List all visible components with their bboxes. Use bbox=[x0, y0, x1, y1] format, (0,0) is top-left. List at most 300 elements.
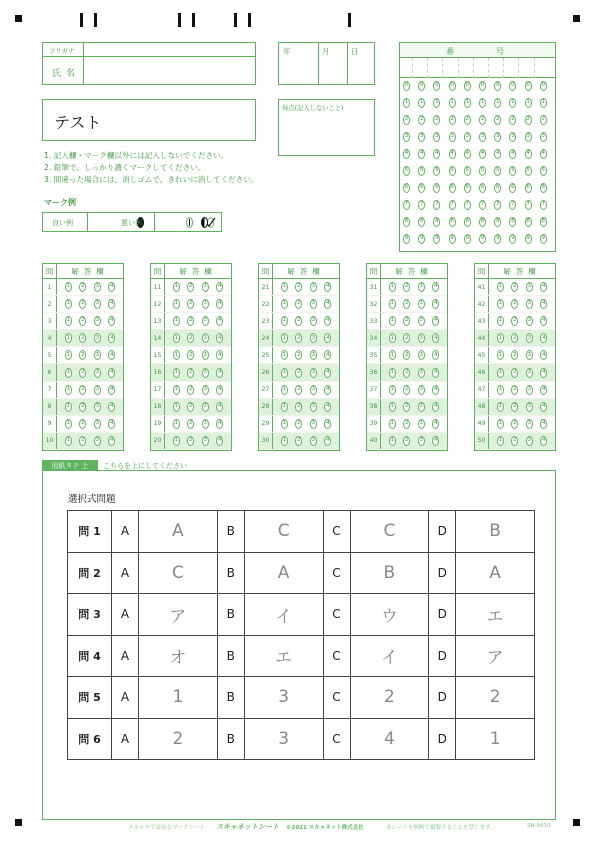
answer-bubble[interactable]: 3 bbox=[526, 333, 533, 343]
id-digit-bubble[interactable]: 0 bbox=[403, 81, 410, 91]
id-digit-bubble[interactable]: 2 bbox=[464, 115, 471, 125]
answer-bubble[interactable]: 4 bbox=[216, 368, 223, 378]
answer-bubble[interactable]: 1 bbox=[173, 282, 180, 292]
answer-bubble[interactable]: 4 bbox=[108, 385, 115, 395]
answer-bubble[interactable]: 2 bbox=[295, 299, 302, 309]
answer-bubble[interactable]: 2 bbox=[295, 419, 302, 429]
answer-bubble[interactable]: 4 bbox=[216, 419, 223, 429]
id-digit-bubble[interactable]: 7 bbox=[433, 200, 440, 210]
handwritten-answer[interactable]: C bbox=[139, 552, 218, 594]
answer-bubble[interactable]: 2 bbox=[403, 368, 410, 378]
answer-bubble[interactable]: 1 bbox=[281, 402, 288, 412]
answer-bubble[interactable]: 3 bbox=[418, 436, 425, 446]
answer-bubble[interactable]: 1 bbox=[173, 436, 180, 446]
answer-bubble[interactable]: 4 bbox=[540, 368, 547, 378]
id-digit-bubble[interactable]: 3 bbox=[479, 132, 486, 142]
answer-bubble[interactable]: 1 bbox=[497, 402, 504, 412]
handwritten-answer[interactable]: ア bbox=[456, 635, 535, 677]
id-digit-bubble[interactable]: 9 bbox=[464, 234, 471, 244]
id-digit-bubble[interactable]: 9 bbox=[449, 234, 456, 244]
id-digit-bubble[interactable]: 4 bbox=[494, 149, 501, 159]
furigana-field[interactable] bbox=[84, 43, 255, 57]
answer-bubble[interactable]: 2 bbox=[511, 402, 518, 412]
id-digit-bubble[interactable]: 9 bbox=[525, 234, 532, 244]
answer-bubble[interactable]: 4 bbox=[108, 402, 115, 412]
answer-bubble[interactable]: 4 bbox=[432, 419, 439, 429]
answer-bubble[interactable]: 4 bbox=[216, 385, 223, 395]
answer-bubble[interactable]: 3 bbox=[202, 385, 209, 395]
answer-bubble[interactable]: 1 bbox=[173, 402, 180, 412]
id-digit-bubble[interactable]: 2 bbox=[433, 115, 440, 125]
answer-bubble[interactable]: 2 bbox=[403, 402, 410, 412]
answer-bubble[interactable]: 1 bbox=[389, 368, 396, 378]
id-digit-bubble[interactable]: 0 bbox=[525, 81, 532, 91]
answer-bubble[interactable]: 4 bbox=[432, 299, 439, 309]
answer-bubble[interactable]: 4 bbox=[432, 385, 439, 395]
id-digit-bubble[interactable]: 6 bbox=[525, 183, 532, 193]
id-digit-bubble[interactable]: 6 bbox=[509, 183, 516, 193]
answer-bubble[interactable]: 3 bbox=[94, 316, 101, 326]
id-digit-bubble[interactable]: 4 bbox=[433, 149, 440, 159]
handwritten-answer[interactable]: A bbox=[456, 552, 535, 594]
answer-bubble[interactable]: 3 bbox=[310, 419, 317, 429]
answer-bubble[interactable]: 2 bbox=[79, 402, 86, 412]
id-digit-bubble[interactable]: 4 bbox=[509, 149, 516, 159]
id-digit-bubble[interactable]: 3 bbox=[449, 132, 456, 142]
id-digit-bubble[interactable]: 9 bbox=[494, 234, 501, 244]
answer-bubble[interactable]: 4 bbox=[324, 436, 331, 446]
answer-bubble[interactable]: 4 bbox=[216, 282, 223, 292]
answer-bubble[interactable]: 1 bbox=[281, 316, 288, 326]
answer-bubble[interactable]: 4 bbox=[324, 368, 331, 378]
handwritten-answer[interactable]: 1 bbox=[139, 677, 218, 719]
answer-bubble[interactable]: 2 bbox=[403, 350, 410, 360]
answer-bubble[interactable]: 3 bbox=[94, 419, 101, 429]
answer-bubble[interactable]: 2 bbox=[187, 299, 194, 309]
id-digit-bubble[interactable]: 4 bbox=[479, 149, 486, 159]
answer-bubble[interactable]: 3 bbox=[526, 350, 533, 360]
answer-bubble[interactable]: 2 bbox=[79, 385, 86, 395]
answer-bubble[interactable]: 4 bbox=[108, 282, 115, 292]
id-digit-bubble[interactable]: 1 bbox=[433, 98, 440, 108]
answer-bubble[interactable]: 4 bbox=[540, 282, 547, 292]
id-digit-bubble[interactable]: 3 bbox=[540, 132, 547, 142]
handwritten-answer[interactable]: 4 bbox=[350, 718, 429, 760]
answer-bubble[interactable]: 1 bbox=[389, 419, 396, 429]
handwritten-answer[interactable]: C bbox=[244, 511, 323, 553]
handwritten-answer[interactable]: 2 bbox=[456, 677, 535, 719]
answer-bubble[interactable]: 2 bbox=[187, 333, 194, 343]
id-digit-bubble[interactable]: 5 bbox=[509, 166, 516, 176]
answer-bubble[interactable]: 1 bbox=[389, 333, 396, 343]
answer-bubble[interactable]: 2 bbox=[295, 350, 302, 360]
answer-bubble[interactable]: 1 bbox=[389, 385, 396, 395]
answer-bubble[interactable]: 2 bbox=[403, 385, 410, 395]
id-digit-bubble[interactable]: 8 bbox=[525, 217, 532, 227]
id-digit-bubble[interactable]: 7 bbox=[418, 200, 425, 210]
id-digit-bubble[interactable]: 7 bbox=[509, 200, 516, 210]
answer-bubble[interactable]: 1 bbox=[389, 436, 396, 446]
answer-bubble[interactable]: 2 bbox=[187, 419, 194, 429]
id-digit-bubble[interactable]: 0 bbox=[464, 81, 471, 91]
id-digit-bubble[interactable]: 3 bbox=[509, 132, 516, 142]
id-digit-bubble[interactable]: 1 bbox=[464, 98, 471, 108]
id-digit-bubble[interactable]: 6 bbox=[403, 183, 410, 193]
answer-bubble[interactable]: 3 bbox=[202, 350, 209, 360]
answer-bubble[interactable]: 2 bbox=[79, 419, 86, 429]
answer-bubble[interactable]: 1 bbox=[173, 350, 180, 360]
id-digit-bubble[interactable]: 9 bbox=[479, 234, 486, 244]
answer-bubble[interactable]: 1 bbox=[497, 368, 504, 378]
answer-bubble[interactable]: 3 bbox=[94, 282, 101, 292]
answer-bubble[interactable]: 2 bbox=[403, 282, 410, 292]
answer-bubble[interactable]: 2 bbox=[79, 316, 86, 326]
answer-bubble[interactable]: 1 bbox=[281, 436, 288, 446]
handwritten-answer[interactable]: B bbox=[456, 511, 535, 553]
id-digit-bubble[interactable]: 5 bbox=[418, 166, 425, 176]
answer-bubble[interactable]: 3 bbox=[310, 299, 317, 309]
id-digit-bubble[interactable]: 6 bbox=[418, 183, 425, 193]
id-digit-bubble[interactable]: 8 bbox=[433, 217, 440, 227]
handwritten-answer[interactable]: C bbox=[350, 511, 429, 553]
id-digit-bubble[interactable]: 5 bbox=[525, 166, 532, 176]
answer-bubble[interactable]: 2 bbox=[79, 350, 86, 360]
answer-bubble[interactable]: 3 bbox=[310, 316, 317, 326]
id-digit-bubble[interactable]: 8 bbox=[509, 217, 516, 227]
answer-bubble[interactable]: 1 bbox=[497, 436, 504, 446]
answer-bubble[interactable]: 2 bbox=[187, 316, 194, 326]
id-digit-bubble[interactable]: 4 bbox=[525, 149, 532, 159]
answer-bubble[interactable]: 4 bbox=[432, 333, 439, 343]
answer-bubble[interactable]: 1 bbox=[281, 368, 288, 378]
answer-bubble[interactable]: 2 bbox=[187, 368, 194, 378]
id-digit-bubble[interactable]: 6 bbox=[479, 183, 486, 193]
id-digit-bubble[interactable]: 5 bbox=[449, 166, 456, 176]
handwritten-answer[interactable]: エ bbox=[244, 635, 323, 677]
answer-bubble[interactable]: 3 bbox=[418, 368, 425, 378]
id-digit-bubble[interactable]: 7 bbox=[494, 200, 501, 210]
id-digit-bubble[interactable]: 6 bbox=[540, 183, 547, 193]
id-digit-bubble[interactable]: 3 bbox=[525, 132, 532, 142]
answer-bubble[interactable]: 3 bbox=[418, 282, 425, 292]
answer-bubble[interactable]: 4 bbox=[108, 419, 115, 429]
id-digit-bubble[interactable]: 8 bbox=[418, 217, 425, 227]
name-field[interactable] bbox=[84, 58, 255, 84]
answer-bubble[interactable]: 2 bbox=[79, 282, 86, 292]
answer-bubble[interactable]: 3 bbox=[310, 350, 317, 360]
answer-bubble[interactable]: 3 bbox=[418, 350, 425, 360]
answer-bubble[interactable]: 3 bbox=[94, 299, 101, 309]
answer-bubble[interactable]: 1 bbox=[497, 419, 504, 429]
answer-bubble[interactable]: 2 bbox=[511, 299, 518, 309]
id-digit-bubble[interactable]: 4 bbox=[403, 149, 410, 159]
answer-bubble[interactable]: 1 bbox=[497, 385, 504, 395]
answer-bubble[interactable]: 2 bbox=[295, 436, 302, 446]
answer-bubble[interactable]: 3 bbox=[310, 282, 317, 292]
answer-bubble[interactable]: 3 bbox=[418, 333, 425, 343]
answer-bubble[interactable]: 3 bbox=[94, 350, 101, 360]
id-digit-bubble[interactable]: 5 bbox=[403, 166, 410, 176]
answer-bubble[interactable]: 2 bbox=[295, 385, 302, 395]
answer-bubble[interactable]: 1 bbox=[173, 333, 180, 343]
answer-bubble[interactable]: 2 bbox=[187, 436, 194, 446]
id-digit-bubble[interactable]: 0 bbox=[449, 81, 456, 91]
handwritten-answer[interactable]: 3 bbox=[244, 718, 323, 760]
answer-bubble[interactable]: 1 bbox=[497, 282, 504, 292]
id-digit-bubble[interactable]: 4 bbox=[540, 149, 547, 159]
id-digit-bubble[interactable]: 1 bbox=[540, 98, 547, 108]
id-digit-bubble[interactable]: 3 bbox=[433, 132, 440, 142]
answer-bubble[interactable]: 4 bbox=[324, 333, 331, 343]
id-digit-bubble[interactable]: 9 bbox=[403, 234, 410, 244]
answer-bubble[interactable]: 2 bbox=[403, 333, 410, 343]
answer-bubble[interactable]: 2 bbox=[511, 333, 518, 343]
answer-bubble[interactable]: 3 bbox=[526, 385, 533, 395]
answer-bubble[interactable]: 4 bbox=[108, 368, 115, 378]
answer-bubble[interactable]: 2 bbox=[79, 333, 86, 343]
handwritten-answer[interactable]: A bbox=[244, 552, 323, 594]
answer-bubble[interactable]: 3 bbox=[526, 419, 533, 429]
handwritten-answer[interactable]: B bbox=[350, 552, 429, 594]
answer-bubble[interactable]: 3 bbox=[310, 333, 317, 343]
answer-bubble[interactable]: 2 bbox=[511, 316, 518, 326]
id-digit-bubble[interactable]: 7 bbox=[479, 200, 486, 210]
answer-bubble[interactable]: 3 bbox=[202, 436, 209, 446]
answer-bubble[interactable]: 2 bbox=[187, 282, 194, 292]
answer-bubble[interactable]: 2 bbox=[187, 350, 194, 360]
answer-bubble[interactable]: 1 bbox=[65, 385, 72, 395]
answer-bubble[interactable]: 4 bbox=[324, 402, 331, 412]
id-digit-bubble[interactable]: 6 bbox=[464, 183, 471, 193]
id-digit-bubble[interactable]: 2 bbox=[449, 115, 456, 125]
answer-bubble[interactable]: 1 bbox=[281, 299, 288, 309]
handwritten-answer[interactable]: 2 bbox=[350, 677, 429, 719]
id-digit-bubble[interactable]: 2 bbox=[525, 115, 532, 125]
answer-bubble[interactable]: 4 bbox=[432, 316, 439, 326]
answer-bubble[interactable]: 4 bbox=[324, 316, 331, 326]
handwritten-answer[interactable]: オ bbox=[139, 635, 218, 677]
answer-bubble[interactable]: 2 bbox=[511, 368, 518, 378]
answer-bubble[interactable]: 3 bbox=[418, 316, 425, 326]
id-digit-bubble[interactable]: 8 bbox=[403, 217, 410, 227]
handwritten-answer[interactable]: A bbox=[139, 511, 218, 553]
answer-bubble[interactable]: 2 bbox=[79, 368, 86, 378]
answer-bubble[interactable]: 4 bbox=[324, 419, 331, 429]
id-digit-bubble[interactable]: 7 bbox=[540, 200, 547, 210]
id-digit-bubble[interactable]: 2 bbox=[494, 115, 501, 125]
id-digit-bubble[interactable]: 1 bbox=[418, 98, 425, 108]
id-digit-bubble[interactable]: 1 bbox=[403, 98, 410, 108]
handwritten-answer[interactable]: 3 bbox=[244, 677, 323, 719]
answer-bubble[interactable]: 2 bbox=[295, 316, 302, 326]
answer-bubble[interactable]: 3 bbox=[418, 419, 425, 429]
answer-bubble[interactable]: 1 bbox=[281, 333, 288, 343]
answer-bubble[interactable]: 3 bbox=[202, 333, 209, 343]
answer-bubble[interactable]: 1 bbox=[173, 316, 180, 326]
handwritten-answer[interactable]: エ bbox=[456, 594, 535, 636]
answer-bubble[interactable]: 3 bbox=[526, 282, 533, 292]
answer-bubble[interactable]: 4 bbox=[216, 350, 223, 360]
id-digit-bubble[interactable]: 2 bbox=[509, 115, 516, 125]
answer-bubble[interactable]: 3 bbox=[202, 402, 209, 412]
answer-bubble[interactable]: 4 bbox=[216, 333, 223, 343]
id-digit-bubble[interactable]: 1 bbox=[509, 98, 516, 108]
answer-bubble[interactable]: 3 bbox=[526, 299, 533, 309]
answer-bubble[interactable]: 1 bbox=[173, 368, 180, 378]
id-digit-bubble[interactable]: 5 bbox=[479, 166, 486, 176]
answer-bubble[interactable]: 1 bbox=[65, 316, 72, 326]
answer-bubble[interactable]: 1 bbox=[65, 282, 72, 292]
answer-bubble[interactable]: 2 bbox=[511, 282, 518, 292]
id-digit-bubble[interactable]: 0 bbox=[418, 81, 425, 91]
answer-bubble[interactable]: 4 bbox=[540, 350, 547, 360]
id-digit-bubble[interactable]: 3 bbox=[418, 132, 425, 142]
id-digit-bubble[interactable]: 1 bbox=[479, 98, 486, 108]
id-digit-bubble[interactable]: 9 bbox=[540, 234, 547, 244]
answer-bubble[interactable]: 2 bbox=[295, 333, 302, 343]
answer-bubble[interactable]: 3 bbox=[526, 402, 533, 412]
id-digit-bubble[interactable]: 1 bbox=[525, 98, 532, 108]
answer-bubble[interactable]: 1 bbox=[497, 316, 504, 326]
answer-bubble[interactable]: 1 bbox=[281, 350, 288, 360]
answer-bubble[interactable]: 3 bbox=[526, 368, 533, 378]
id-digit-bubble[interactable]: 3 bbox=[464, 132, 471, 142]
id-digit-bubble[interactable]: 9 bbox=[418, 234, 425, 244]
answer-bubble[interactable]: 2 bbox=[403, 299, 410, 309]
answer-bubble[interactable]: 4 bbox=[108, 436, 115, 446]
id-digit-bubble[interactable]: 7 bbox=[403, 200, 410, 210]
answer-bubble[interactable]: 3 bbox=[94, 436, 101, 446]
answer-bubble[interactable]: 1 bbox=[65, 350, 72, 360]
id-digit-bubble[interactable]: 8 bbox=[449, 217, 456, 227]
answer-bubble[interactable]: 2 bbox=[79, 436, 86, 446]
id-digit-bubble[interactable]: 8 bbox=[479, 217, 486, 227]
answer-bubble[interactable]: 4 bbox=[540, 316, 547, 326]
answer-bubble[interactable]: 4 bbox=[540, 385, 547, 395]
answer-bubble[interactable]: 1 bbox=[389, 282, 396, 292]
id-digit-bubble[interactable]: 8 bbox=[540, 217, 547, 227]
answer-bubble[interactable]: 4 bbox=[324, 385, 331, 395]
answer-bubble[interactable]: 2 bbox=[187, 385, 194, 395]
answer-bubble[interactable]: 3 bbox=[94, 402, 101, 412]
answer-bubble[interactable]: 1 bbox=[173, 385, 180, 395]
answer-bubble[interactable]: 4 bbox=[216, 436, 223, 446]
answer-bubble[interactable]: 4 bbox=[216, 316, 223, 326]
answer-bubble[interactable]: 3 bbox=[202, 419, 209, 429]
answer-bubble[interactable]: 4 bbox=[432, 350, 439, 360]
id-digit-bubble[interactable]: 3 bbox=[403, 132, 410, 142]
answer-bubble[interactable]: 3 bbox=[526, 436, 533, 446]
answer-bubble[interactable]: 2 bbox=[511, 436, 518, 446]
answer-bubble[interactable]: 3 bbox=[202, 368, 209, 378]
answer-bubble[interactable]: 1 bbox=[65, 436, 72, 446]
answer-bubble[interactable]: 3 bbox=[310, 368, 317, 378]
answer-bubble[interactable]: 2 bbox=[403, 316, 410, 326]
answer-bubble[interactable]: 1 bbox=[281, 282, 288, 292]
id-digit-bubble[interactable]: 5 bbox=[433, 166, 440, 176]
answer-bubble[interactable]: 3 bbox=[202, 316, 209, 326]
answer-bubble[interactable]: 1 bbox=[65, 419, 72, 429]
id-digit-bubble[interactable]: 8 bbox=[464, 217, 471, 227]
answer-bubble[interactable]: 1 bbox=[65, 402, 72, 412]
id-digit-bubble[interactable]: 6 bbox=[494, 183, 501, 193]
answer-bubble[interactable]: 3 bbox=[526, 316, 533, 326]
id-digit-bubble[interactable]: 0 bbox=[479, 81, 486, 91]
answer-bubble[interactable]: 1 bbox=[497, 299, 504, 309]
answer-bubble[interactable]: 4 bbox=[540, 333, 547, 343]
id-digit-bubble[interactable]: 9 bbox=[509, 234, 516, 244]
id-digit-bubble[interactable]: 3 bbox=[494, 132, 501, 142]
answer-bubble[interactable]: 4 bbox=[108, 333, 115, 343]
answer-bubble[interactable]: 1 bbox=[173, 299, 180, 309]
answer-bubble[interactable]: 2 bbox=[295, 402, 302, 412]
answer-bubble[interactable]: 1 bbox=[389, 350, 396, 360]
answer-bubble[interactable]: 3 bbox=[310, 402, 317, 412]
handwritten-answer[interactable]: 1 bbox=[456, 718, 535, 760]
answer-bubble[interactable]: 3 bbox=[310, 385, 317, 395]
id-digit-bubble[interactable]: 6 bbox=[449, 183, 456, 193]
id-digit-bubble[interactable]: 1 bbox=[449, 98, 456, 108]
handwritten-answer[interactable]: ウ bbox=[350, 594, 429, 636]
answer-bubble[interactable]: 4 bbox=[108, 350, 115, 360]
id-digit-bubble[interactable]: 0 bbox=[540, 81, 547, 91]
answer-bubble[interactable]: 1 bbox=[281, 419, 288, 429]
answer-bubble[interactable]: 1 bbox=[389, 402, 396, 412]
answer-bubble[interactable]: 1 bbox=[497, 333, 504, 343]
answer-bubble[interactable]: 2 bbox=[187, 402, 194, 412]
answer-bubble[interactable]: 2 bbox=[295, 368, 302, 378]
answer-bubble[interactable]: 2 bbox=[79, 299, 86, 309]
answer-bubble[interactable]: 3 bbox=[310, 436, 317, 446]
answer-bubble[interactable]: 4 bbox=[324, 282, 331, 292]
id-digit-bubble[interactable]: 2 bbox=[479, 115, 486, 125]
answer-bubble[interactable]: 3 bbox=[94, 333, 101, 343]
id-digit-bubble[interactable]: 8 bbox=[494, 217, 501, 227]
answer-bubble[interactable]: 4 bbox=[432, 282, 439, 292]
answer-bubble[interactable]: 3 bbox=[94, 368, 101, 378]
id-digit-bubble[interactable]: 5 bbox=[540, 166, 547, 176]
id-digit-bubble[interactable]: 2 bbox=[403, 115, 410, 125]
answer-bubble[interactable]: 4 bbox=[108, 316, 115, 326]
id-digit-bubble[interactable]: 2 bbox=[418, 115, 425, 125]
answer-bubble[interactable]: 4 bbox=[432, 436, 439, 446]
answer-bubble[interactable]: 1 bbox=[281, 385, 288, 395]
answer-bubble[interactable]: 2 bbox=[403, 436, 410, 446]
answer-bubble[interactable]: 4 bbox=[540, 436, 547, 446]
answer-bubble[interactable]: 1 bbox=[173, 419, 180, 429]
id-digit-bubble[interactable]: 4 bbox=[464, 149, 471, 159]
handwritten-answer[interactable]: ア bbox=[139, 594, 218, 636]
answer-bubble[interactable]: 3 bbox=[418, 385, 425, 395]
answer-bubble[interactable]: 1 bbox=[497, 350, 504, 360]
handwritten-answer[interactable]: イ bbox=[244, 594, 323, 636]
answer-bubble[interactable]: 2 bbox=[511, 419, 518, 429]
answer-bubble[interactable]: 3 bbox=[202, 282, 209, 292]
answer-bubble[interactable]: 4 bbox=[540, 402, 547, 412]
answer-bubble[interactable]: 4 bbox=[540, 299, 547, 309]
answer-bubble[interactable]: 2 bbox=[403, 419, 410, 429]
id-digit-bubble[interactable]: 7 bbox=[525, 200, 532, 210]
answer-bubble[interactable]: 1 bbox=[65, 368, 72, 378]
id-digit-bubble[interactable]: 0 bbox=[494, 81, 501, 91]
handwritten-answer[interactable]: 2 bbox=[139, 718, 218, 760]
answer-bubble[interactable]: 2 bbox=[511, 385, 518, 395]
id-digit-bubble[interactable]: 7 bbox=[449, 200, 456, 210]
handwritten-answer[interactable]: イ bbox=[350, 635, 429, 677]
id-digit-bubble[interactable]: 1 bbox=[494, 98, 501, 108]
id-digit-bubble[interactable]: 0 bbox=[433, 81, 440, 91]
answer-bubble[interactable]: 1 bbox=[389, 299, 396, 309]
